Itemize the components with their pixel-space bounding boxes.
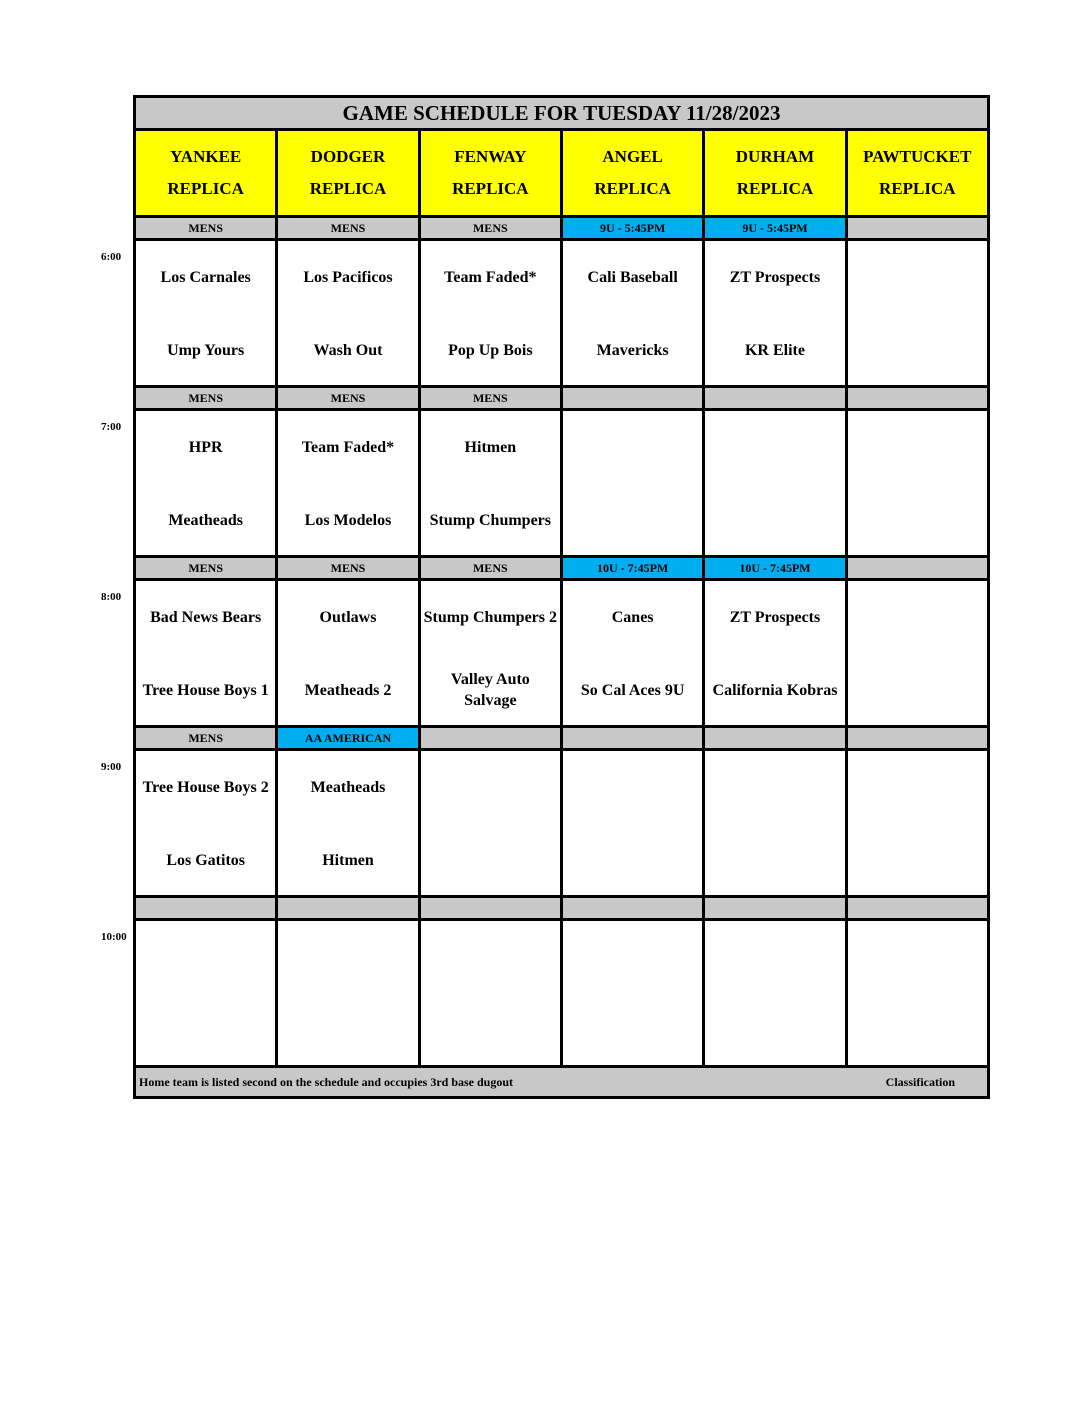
field-name: FENWAY — [454, 147, 527, 166]
game-cell — [560, 411, 702, 555]
schedule-title: GAME SCHEDULE FOR TUESDAY 11/28/2023 — [136, 98, 987, 131]
game-row — [136, 241, 987, 388]
game-cell — [845, 411, 987, 555]
away-team — [848, 255, 987, 299]
away-team — [705, 935, 844, 979]
away-team: Outlaws — [319, 608, 377, 626]
away-team: ZT Prospects — [729, 268, 821, 286]
classification-cell — [845, 218, 987, 238]
classification-row — [136, 728, 987, 751]
game-cell — [560, 241, 702, 385]
classification-cell: MENS — [418, 218, 560, 238]
away-team: Meatheads — [310, 778, 386, 796]
home-team — [705, 1008, 844, 1052]
classification-cell — [845, 898, 987, 918]
home-team: Hitmen — [322, 851, 374, 869]
away-team: Los Carnales — [160, 268, 251, 286]
game-cell — [275, 411, 417, 555]
game-cell — [845, 751, 987, 895]
game-cell — [136, 751, 275, 895]
classification-cell: MENS — [418, 558, 560, 578]
classification-cell: MENS — [136, 388, 275, 408]
classification-cell: 10U - 7:45PM — [702, 558, 844, 578]
away-team — [848, 765, 987, 809]
classification-cell: 9U - 5:45PM — [702, 218, 844, 238]
away-team — [421, 765, 560, 809]
game-cell — [560, 921, 702, 1065]
time-label: 8:00 — [101, 591, 122, 603]
home-team — [421, 838, 560, 882]
home-team — [848, 498, 987, 542]
away-team: Hitmen — [464, 438, 517, 456]
home-team: Ump Yours — [167, 341, 245, 359]
field-subtitle: REPLICA — [167, 179, 244, 198]
classification-cell — [136, 898, 275, 918]
field-name: YANKEE — [170, 147, 242, 166]
classification-cell — [560, 388, 702, 408]
game-row — [136, 411, 987, 558]
classification-cell — [845, 728, 987, 748]
home-team: Los Modelos — [304, 511, 392, 529]
away-team: Cali Baseball — [587, 268, 678, 286]
game-cell — [845, 241, 987, 385]
home-team: Meatheads 2 — [304, 681, 392, 699]
home-team — [705, 838, 844, 882]
classification-cell — [418, 728, 560, 748]
slots-container — [136, 218, 987, 1068]
classification-cell — [275, 898, 417, 918]
game-cell — [136, 241, 275, 385]
away-team — [278, 935, 417, 979]
away-team: Team Faded* — [444, 268, 537, 286]
game-cell — [702, 921, 844, 1065]
game-row — [136, 921, 987, 1068]
game-cell — [418, 751, 560, 895]
field-subtitle: REPLICA — [452, 179, 529, 198]
game-cell — [702, 411, 844, 555]
game-cell — [275, 241, 417, 385]
classification-cell: MENS — [418, 388, 560, 408]
classification-cell: MENS — [136, 728, 275, 748]
footer-classification: Classification — [885, 1075, 955, 1089]
away-team — [136, 935, 275, 979]
field-subtitle: REPLICA — [594, 179, 671, 198]
classification-cell — [560, 898, 702, 918]
game-cell — [560, 751, 702, 895]
time-label: 10:00 — [101, 931, 127, 943]
field-name: ANGEL — [602, 147, 663, 166]
footer-note: Home team is listed second on the schedule and occupies 3rd base dugout — [139, 1075, 514, 1089]
classification-row — [136, 218, 987, 241]
field-subtitle: REPLICA — [879, 179, 956, 198]
game-cell — [418, 581, 560, 725]
home-team: Tree House Boys 1 — [142, 681, 269, 699]
away-team: Bad News Bears — [150, 608, 262, 626]
away-team — [563, 765, 702, 809]
footer-bar — [136, 1068, 987, 1096]
home-team — [278, 1008, 417, 1052]
game-cell — [418, 241, 560, 385]
classification-row — [136, 558, 987, 581]
away-team: Tree House Boys 2 — [142, 778, 269, 796]
away-team: Stump Chumpers 2 — [423, 608, 557, 626]
classification-cell — [560, 728, 702, 748]
field-name: DURHAM — [735, 147, 815, 166]
game-cell — [702, 751, 844, 895]
game-row — [136, 581, 987, 728]
home-team — [421, 1008, 560, 1052]
field-header-row — [136, 131, 987, 218]
away-team — [705, 765, 844, 809]
home-team — [848, 328, 987, 372]
home-team: Wash Out — [313, 341, 383, 359]
away-team — [563, 425, 702, 469]
classification-cell: 9U - 5:45PM — [560, 218, 702, 238]
home-team — [563, 498, 702, 542]
away-team: HPR — [188, 438, 223, 456]
away-team — [848, 935, 987, 979]
home-team: Meatheads — [168, 511, 243, 529]
classification-cell: MENS — [275, 558, 417, 578]
game-cell — [275, 921, 417, 1065]
game-cell — [136, 581, 275, 725]
game-cell — [136, 921, 275, 1065]
home-team: Pop Up Bois — [448, 341, 533, 359]
field-name: PAWTUCKET — [863, 147, 972, 166]
classification-cell: AA AMERICAN — [275, 728, 417, 748]
home-team — [848, 668, 987, 712]
classification-cell — [702, 898, 844, 918]
classification-cell — [702, 728, 844, 748]
field-header-yankee — [136, 131, 275, 215]
away-team: ZT Prospects — [729, 608, 821, 626]
schedule-table — [133, 95, 990, 1099]
classification-cell — [702, 388, 844, 408]
home-team — [705, 498, 844, 542]
game-cell — [275, 751, 417, 895]
game-cell — [418, 921, 560, 1065]
game-cell — [560, 581, 702, 725]
home-team — [848, 1008, 987, 1052]
field-header-pawtucket — [845, 131, 987, 215]
away-team: Canes — [611, 608, 654, 626]
classification-cell: MENS — [136, 218, 275, 238]
game-cell — [702, 581, 844, 725]
home-team: KR Elite — [744, 341, 805, 359]
away-team: Los Pacificos — [303, 268, 393, 286]
home-team: Mavericks — [596, 341, 669, 359]
game-cell — [845, 581, 987, 725]
classification-row — [136, 898, 987, 921]
away-team — [848, 425, 987, 469]
classification-cell — [418, 898, 560, 918]
game-cell — [702, 241, 844, 385]
home-team — [136, 1008, 275, 1052]
game-cell — [275, 581, 417, 725]
field-name: DODGER — [310, 147, 386, 166]
classification-cell: MENS — [136, 558, 275, 578]
field-header-angel — [560, 131, 702, 215]
away-team: Team Faded* — [301, 438, 395, 456]
classification-cell — [845, 388, 987, 408]
game-cell — [418, 411, 560, 555]
time-label: 7:00 — [101, 421, 122, 433]
classification-cell: MENS — [275, 388, 417, 408]
home-team: California Kobras — [712, 681, 838, 699]
away-team — [421, 935, 560, 979]
home-team — [563, 1008, 702, 1052]
away-team — [563, 935, 702, 979]
classification-row — [136, 388, 987, 411]
home-team — [563, 838, 702, 882]
away-team — [848, 595, 987, 639]
game-row — [136, 751, 987, 898]
home-team: Stump Chumpers — [429, 511, 551, 529]
field-header-fenway — [418, 131, 560, 215]
field-subtitle: REPLICA — [309, 179, 387, 198]
field-header-dodger — [275, 131, 417, 215]
home-team: So Cal Aces 9U — [580, 681, 685, 699]
home-team: Valley Auto Salvage — [450, 671, 530, 709]
classification-cell: 10U - 7:45PM — [560, 558, 702, 578]
classification-cell: MENS — [275, 218, 417, 238]
away-team — [705, 425, 844, 469]
classification-cell — [845, 558, 987, 578]
game-cell — [845, 921, 987, 1065]
home-team: Los Gatitos — [166, 851, 245, 869]
time-label: 9:00 — [101, 761, 122, 773]
field-header-durham — [702, 131, 844, 215]
time-label: 6:00 — [101, 251, 122, 263]
field-subtitle: REPLICA — [736, 179, 814, 198]
game-cell — [136, 411, 275, 555]
home-team — [848, 838, 987, 882]
